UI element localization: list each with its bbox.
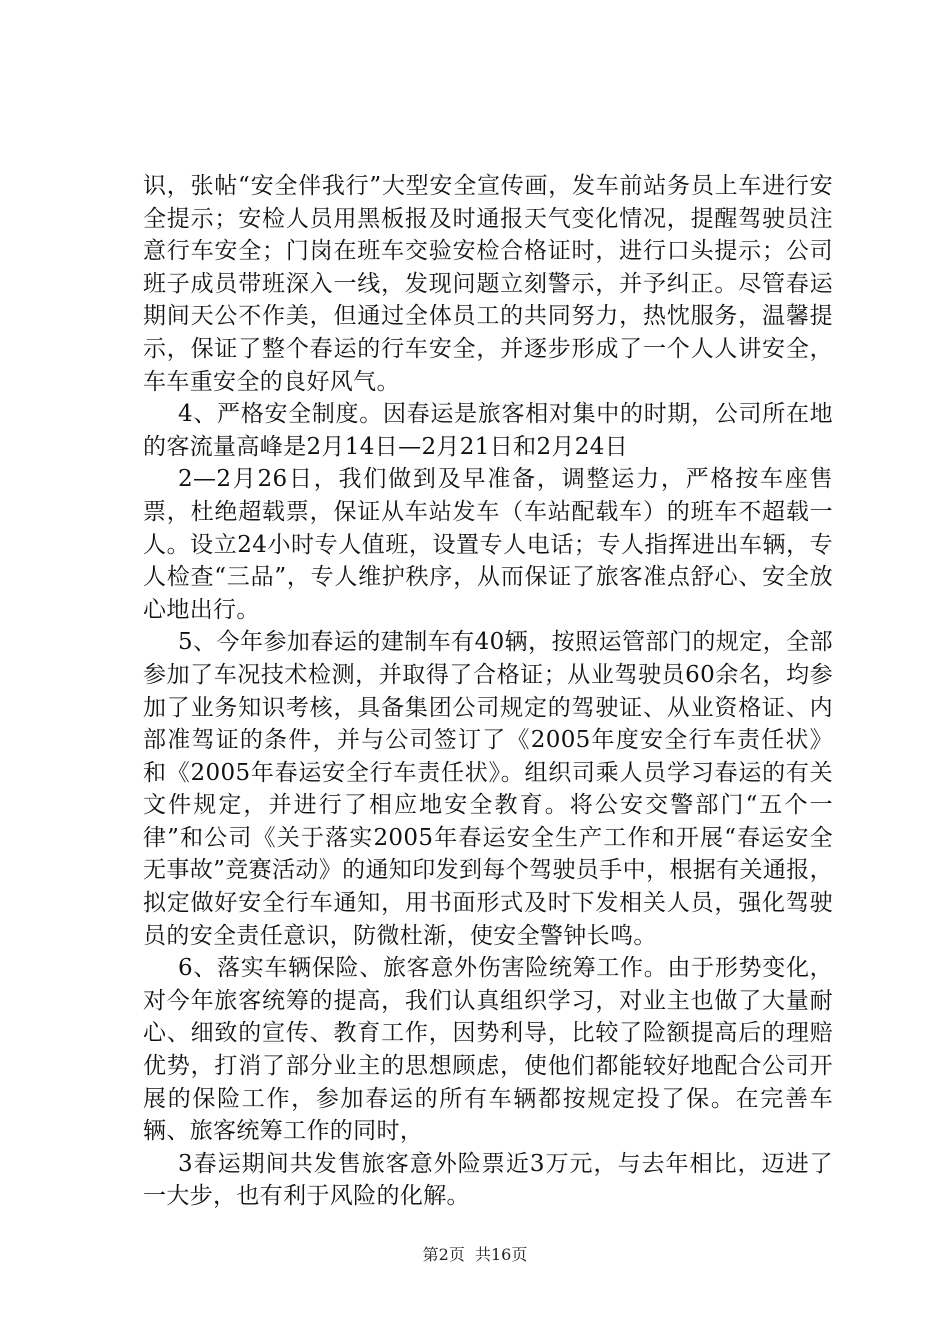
paragraph-5: 6、落实车辆保险、旅客意外伤害险统筹工作。由于形势变化，对今年旅客统筹的提高，我们认真组织学习，对业主也做了大量耐心、细致的宣传、教育工作，因势利导，比较了险额提高后的理赔优势，打消了部分业主的思想顾虑，使他们都能较好地配合公司开展的保险工作，参加春运的所有车辆都按规定投了保。在完善车辆、旅客统筹工作的同时， [143, 955, 833, 1145]
paragraph-3: 2—2月26日，我们做到及早准备，调整运力，严格按车座售票，杜绝超载票，保证从车站发车（车站配载车）的班车不超载一人。设立24小时专人值班，设置专人电话；专人指挥进出车辆，专人检查“三品”，专人维护秩序，从而保证了旅客准点舒心、安全放心地出行。 [143, 466, 833, 623]
paragraph-4: 5、今年参加春运的建制车有40辆，按照运管部门的规定，全部参加了车况技术检测，并取得了合格证；从业驾驶员60余名，均参加了业务知识考核，具备集团公司规定的驾驶证、从业资格证、内部准驾证的条件，并与公司签订了《2005年度安全行车责任状》和《2005年春运安全行车责任状》。组织司乘人员学习春运的有关文件规定，并进行了相应地安全教育。将公安交警部门“五个一律”和公司《关于落实2005年春运安全生产工作和开展“春运安全无事故”竞赛活动》的通知印发到每个驾驶员手中，根据有关通报，拟定做好安全行车通知，用书面形式及时下发相关人员，强化驾驶员的安全责任意识，防微杜渐，使安全警钟长鸣。 [143, 629, 833, 949]
paragraph-2: 4、严格安全制度。因春运是旅客相对集中的时期，公司所在地的客流量高峰是2月14日—2月21日和2月24日 [143, 401, 833, 460]
paragraph-1: 识，张帖“安全伴我行”大型安全宣传画，发车前站务员上车进行安全提示；安检人员用黑板报及时通报天气变化情况，提醒驾驶员注意行车安全；门岗在班车交验安检合格证时，进行口头提示；公司班子成员带班深入一线，发现问题立刻警示，并予纠正。尽管春运期间天公不作美，但通过全体员工的共同努力，热忱服务，温馨提示，保证了整个春运的行车安全，并逐步形成了一个人人讲安全，车车重安全的良好风气。 [143, 173, 833, 395]
document-body [143, 170, 833, 1213]
page-footer: 第2页 共16页 [422, 1245, 528, 1264]
paragraph-6: 3春运期间共发售旅客意外险票近3万元，与去年相比，迈进了一大步，也有利于风险的化解。 [143, 1150, 833, 1210]
